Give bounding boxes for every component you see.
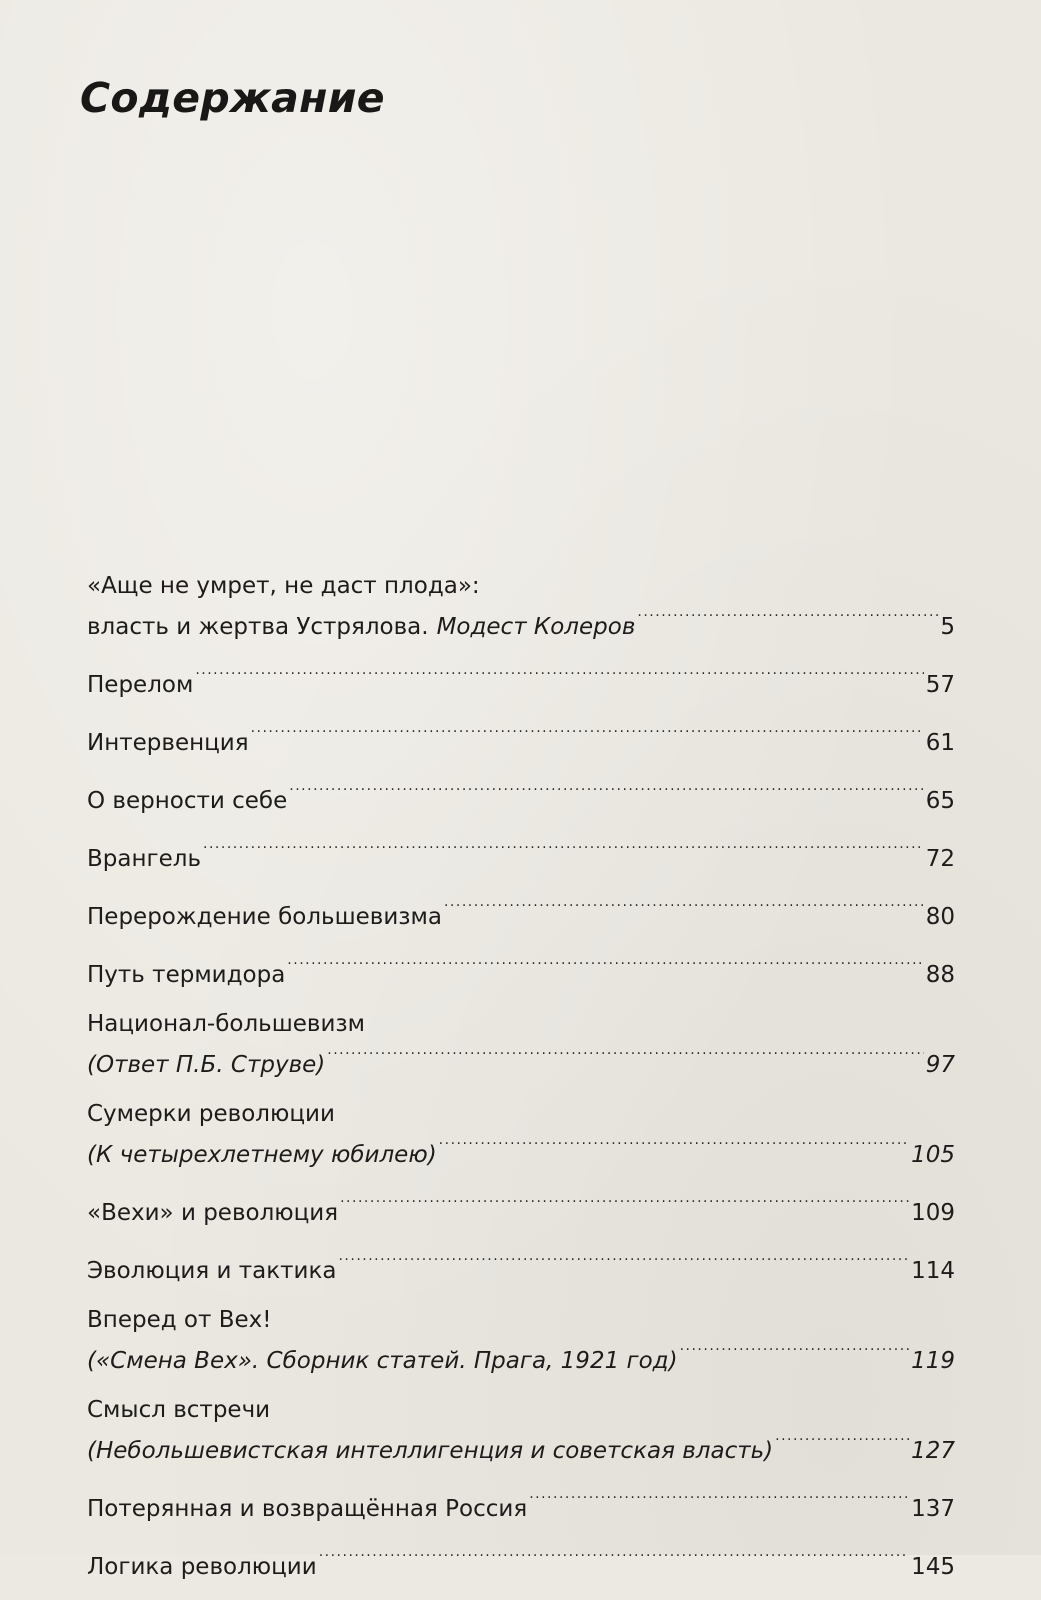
toc-entry-title: Потерянная и возвращённая Россия [87,1496,528,1522]
toc-entry-line [87,1484,955,1525]
toc-page-number: 114 [911,1258,955,1284]
table-of-contents [87,570,955,1600]
dot-leader [327,1040,923,1072]
toc-entry [87,834,955,875]
toc-entry-title-line: Вперед от Вех! [87,1307,272,1333]
toc-entry-title: (Ответ П.Б. Струве) [87,1052,326,1078]
toc-entry [87,570,955,643]
dot-leader [529,1484,909,1516]
toc-page-number: 80 [925,904,955,930]
toc-entry [87,1246,955,1287]
toc-entry-title: «Вехи» и революция [87,1200,339,1226]
toc-entry-title: («Смена Вех». Сборник статей. Прага, 1921 год) [87,1348,678,1374]
toc-entry-title: Перелом [87,672,194,698]
toc-entry [87,660,955,701]
toc-entry-title: Перерождение большевизма [87,904,442,930]
toc-entry-title-line: Национал-большевизм [87,1011,365,1037]
toc-page-number: 127 [911,1438,955,1464]
toc-page-number: 119 [911,1348,955,1374]
toc-entry-line [87,718,955,759]
dot-leader [444,892,924,924]
dot-leader [340,1188,909,1220]
dot-leader [439,1130,909,1162]
dot-leader [680,1336,910,1368]
dot-leader [287,950,923,982]
dot-leader [338,1246,909,1278]
toc-entry [87,1484,955,1525]
toc-entry [87,1542,955,1583]
toc-entry [87,1008,955,1081]
toc-page-number: 145 [911,1554,955,1580]
dot-leader [775,1426,909,1458]
toc-entry-title-line: Сумерки революции [87,1101,335,1127]
toc-entry-title-line: Смысл встречи [87,1397,271,1423]
dot-leader [319,1542,909,1574]
toc-page-number: 65 [925,788,955,814]
toc-page-number: 105 [911,1142,955,1168]
toc-entry-title: Интервенция [87,730,249,756]
toc-entry-title: (Небольшевистская интеллигенция и советская власть) [87,1438,774,1464]
toc-entry-title: (К четырехлетнему юбилею) [87,1142,437,1168]
toc-entry [87,776,955,817]
toc-entry [87,950,955,991]
dot-leader [637,602,938,634]
toc-entry-title: Врангель [87,846,202,872]
toc-entry [87,1098,955,1171]
toc-entry-line [87,1040,955,1081]
toc-page-number: 97 [925,1052,955,1078]
toc-entry [87,1394,955,1467]
toc-page-number: 61 [925,730,955,756]
toc-entry-line [87,892,955,933]
toc-entry-line [87,834,955,875]
toc-entry-line [87,776,955,817]
toc-entry-title: власть и жертва Устрялова. [87,614,429,640]
toc-entry-author: Модест Колеров [436,614,636,640]
dot-leader [251,718,924,750]
toc-page-number: 88 [925,962,955,988]
toc-entry-title: О верности себе [87,788,288,814]
toc-page-number: 137 [911,1496,955,1522]
toc-entry-line [87,602,955,643]
toc-entry-title: Путь термидора [87,962,286,988]
toc-entry-line [87,1426,955,1467]
toc-entry [87,718,955,759]
toc-entry-title-line: «Аще не умрет, не даст плода»: [87,573,480,599]
dot-leader [203,834,924,866]
toc-entry-line [87,1336,955,1377]
toc-entry [87,1304,955,1377]
toc-page-number: 5 [940,614,955,640]
toc-entry-line [87,660,955,701]
toc-page-number: 57 [925,672,955,698]
toc-entry-line [87,1246,955,1287]
toc-entry [87,892,955,933]
dot-leader [289,776,923,808]
toc-entry-line [87,1542,955,1583]
toc-entry-title: Эволюция и тактика [87,1258,337,1284]
page-title: Содержание [80,74,385,122]
toc-entry-line [87,950,955,991]
toc-entry [87,1188,955,1229]
dot-leader [195,660,923,692]
toc-entry-title: Логика революции [87,1554,317,1580]
toc-entry-line [87,1188,955,1229]
toc-page-number: 72 [925,846,955,872]
toc-page-number: 109 [911,1200,955,1226]
toc-entry-line [87,1130,955,1171]
